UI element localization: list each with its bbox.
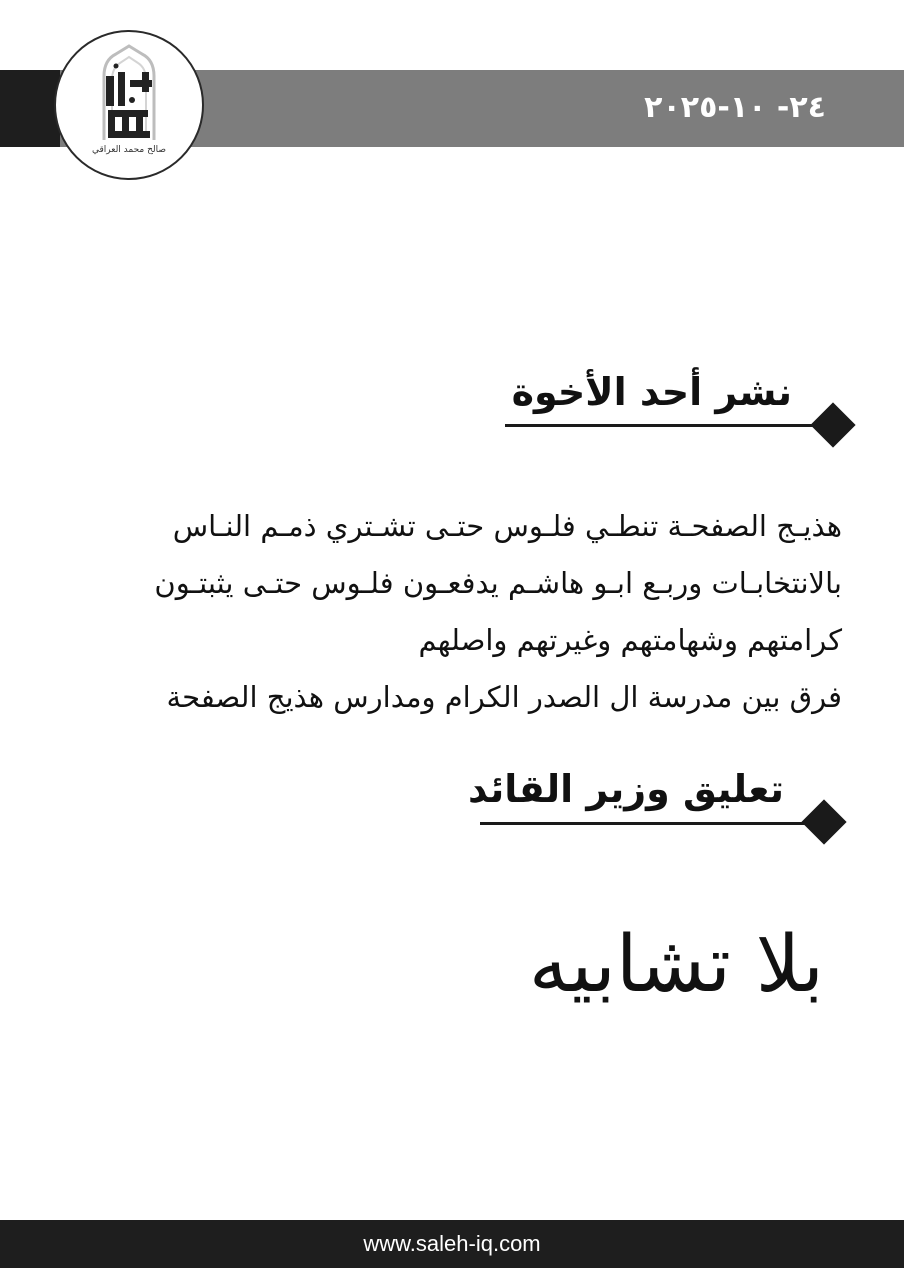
footer-url[interactable]: www.saleh-iq.com bbox=[0, 1220, 904, 1268]
comment-text: بلا تشابيه bbox=[528, 920, 824, 1010]
post-heading: نشر أحد الأخوة bbox=[511, 370, 792, 414]
diamond-bullet-icon bbox=[801, 799, 846, 844]
post-heading-underline bbox=[505, 424, 837, 427]
date-label: ٢٤- ١٠-٢٠٢٥ bbox=[644, 90, 826, 125]
comment-heading-underline bbox=[480, 822, 820, 825]
logo bbox=[54, 30, 204, 180]
post-line: بالانتخابـات وربـع ابـو هاشـم يدفعـون فلـوس حتـى يثبتـون bbox=[154, 566, 842, 600]
post-line: كرامتهم وشهامتهم وغيرتهم واصلهم bbox=[418, 623, 842, 657]
diamond-bullet-icon bbox=[810, 402, 855, 447]
logo-emblem-icon bbox=[56, 32, 202, 178]
post-line: هذيـج الصفحـة تنطـي فلـوس حتـى تشـتري ذمـم النـاس bbox=[172, 509, 842, 543]
logo-caption: صالح محمد العراقي bbox=[91, 145, 167, 155]
post-body bbox=[82, 498, 842, 726]
comment-heading: تعليق وزير القائد bbox=[468, 767, 784, 811]
header-band-dark bbox=[0, 70, 60, 147]
post-line: فرق بين مدرسة ال الصدر الكرام ومدارس هذيج الصفحة bbox=[166, 680, 842, 714]
